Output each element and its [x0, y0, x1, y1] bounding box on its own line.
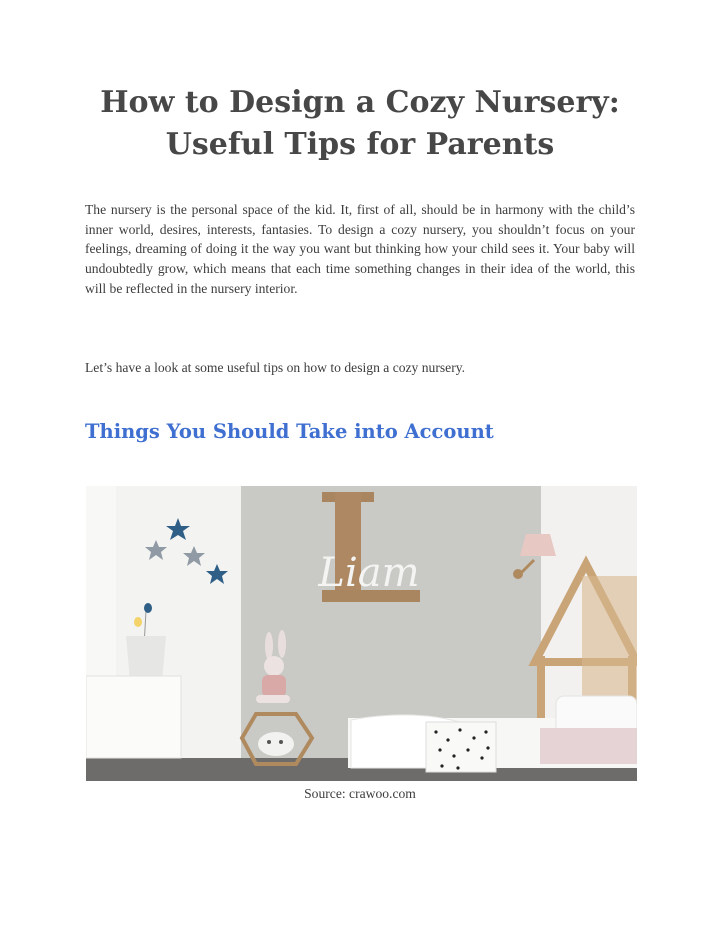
image-caption: Source: crawoo.com	[304, 786, 416, 801]
wall-name-text: Liam	[318, 550, 420, 596]
white-dresser	[86, 676, 181, 758]
nursery-photo	[86, 486, 637, 781]
section-heading: Things You Should Take into Account	[85, 420, 494, 443]
lead-paragraph: Let’s have a look at some useful tips on how to design a cozy nursery.	[85, 360, 466, 375]
page-title-line-1: How to Design a Cozy Nursery:	[100, 85, 620, 120]
intro-paragraph: The nursery is the personal space of the kid. It, first of all, should be in harmony with the child’s inner world, desires, interests, fantasies. To design a cozy nursery, you shouldn’t focus on your feelings, dreaming of doing it the way you want but thinking how your child sees it. Your baby will undoubtedly grow, which means that each time something changes in their idea of the world, this will be reflected in the nursery interior.	[85, 202, 635, 296]
nursery-illustration	[86, 486, 637, 781]
page-title	[60, 82, 660, 166]
page-title-line-2: Useful Tips for Parents	[165, 127, 555, 162]
